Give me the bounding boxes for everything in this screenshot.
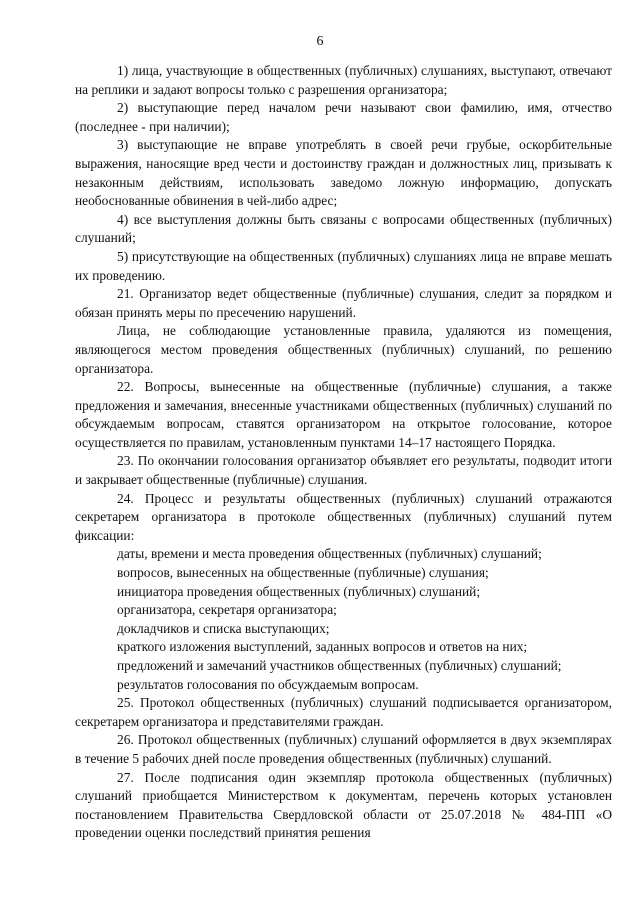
paragraph-22: 22. Вопросы, вынесенные на общественные (публичные) слушания, а также предложения и замечания, внесенные участниками общественных (публичных) слушаний по обсуждаемым вопросам, ставятся организатором на открытое голосование, которое осуществляется по правилам, установленным пунктами 14–17 настоящего Порядка. — [75, 379, 612, 450]
paragraph-item-1: 1) лица, участвующие в общественных (публичных) слушаниях, выступают, отвечают на реплики и задают вопросы только с разрешения организатора; — [75, 63, 612, 97]
paragraph-26: 26. Протокол общественных (публичных) слушаний оформляется в двух экземплярах в течение 5 рабочих дней после проведения общественных (публичных) слушаний. — [75, 732, 612, 766]
paragraph-item-2: 2) выступающие перед началом речи называют свои фамилию, имя, отчество (последнее - при наличии); — [75, 100, 612, 134]
list-item-organizer: организатора, секретаря организатора; — [117, 602, 337, 618]
paragraph-item-5: 5) присутствующие на общественных (публичных) слушаниях лица не вправе мешать их проведению. — [75, 248, 612, 283]
list-item-results: результатов голосования по обсуждаемым вопросам. — [117, 676, 419, 692]
paragraph-item-4: 4) все выступления должны быть связаны с вопросами общественных (публичных) слушаний; — [75, 211, 612, 246]
paragraph-25: 25. Протокол общественных (публичных) слушаний подписывается организатором, секретарем организатора и представителями граждан. — [75, 695, 612, 729]
list-item-questions: вопросов, вынесенных на общественные (публичные) слушания; — [117, 565, 489, 581]
paragraph-21: 21. Организатор ведет общественные (публичные) слушания, следит за порядком и обязан принять меры по пресечению нарушений. — [75, 286, 612, 320]
paragraph-23: 23. По окончании голосования организатор объявляет его результаты, подводит итоги и закрывает общественные (публичные) слушания. — [75, 453, 612, 488]
list-item-speakers: докладчиков и списка выступающих; — [117, 620, 330, 636]
page-number: 6 — [316, 34, 324, 49]
list-item-summary: краткого изложения выступлений, заданных вопросов и ответов на них; — [117, 639, 528, 655]
paragraph-27: 27. После подписания один экземпляр протокола общественных (публичных) слушаний приобщается Министерством к документам, перечень которых установлен постановлением Правительства Свердловской области от 25.07.2018 № 484-ПП «О проведении оценки последствий принятия решения — [75, 769, 612, 841]
list-item-initiator: инициатора проведения общественных (публичных) слушаний; — [117, 583, 481, 599]
document-body — [75, 62, 612, 843]
list-item-proposals: предложений и замечаний участников общественных (публичных) слушаний; — [117, 658, 562, 673]
list-item-dates: даты, времени и места проведения общественных (публичных) слушаний; — [117, 546, 542, 562]
paragraph-24: 24. Процесс и результаты общественных (публичных) слушаний отражаются секретарем организатора в протоколе общественных (публичных) слушаний путем фиксации: — [75, 490, 612, 543]
paragraph-item-3: 3) выступающие не вправе употреблять в своей речи грубые, оскорбительные выражения, наносящие вред чести и достоинству граждан и должностных лиц, призывать к незаконным действиям, использовать заведомо ложную информацию, допускать необоснованные обвинения в чей-либо адрес; — [75, 137, 612, 209]
paragraph-21-continuation: Лица, не соблюдающие установленные правила, удаляются из помещения, являющегося местом проведения общественных (публичных) слушаний, по решению организатора. — [75, 323, 612, 376]
